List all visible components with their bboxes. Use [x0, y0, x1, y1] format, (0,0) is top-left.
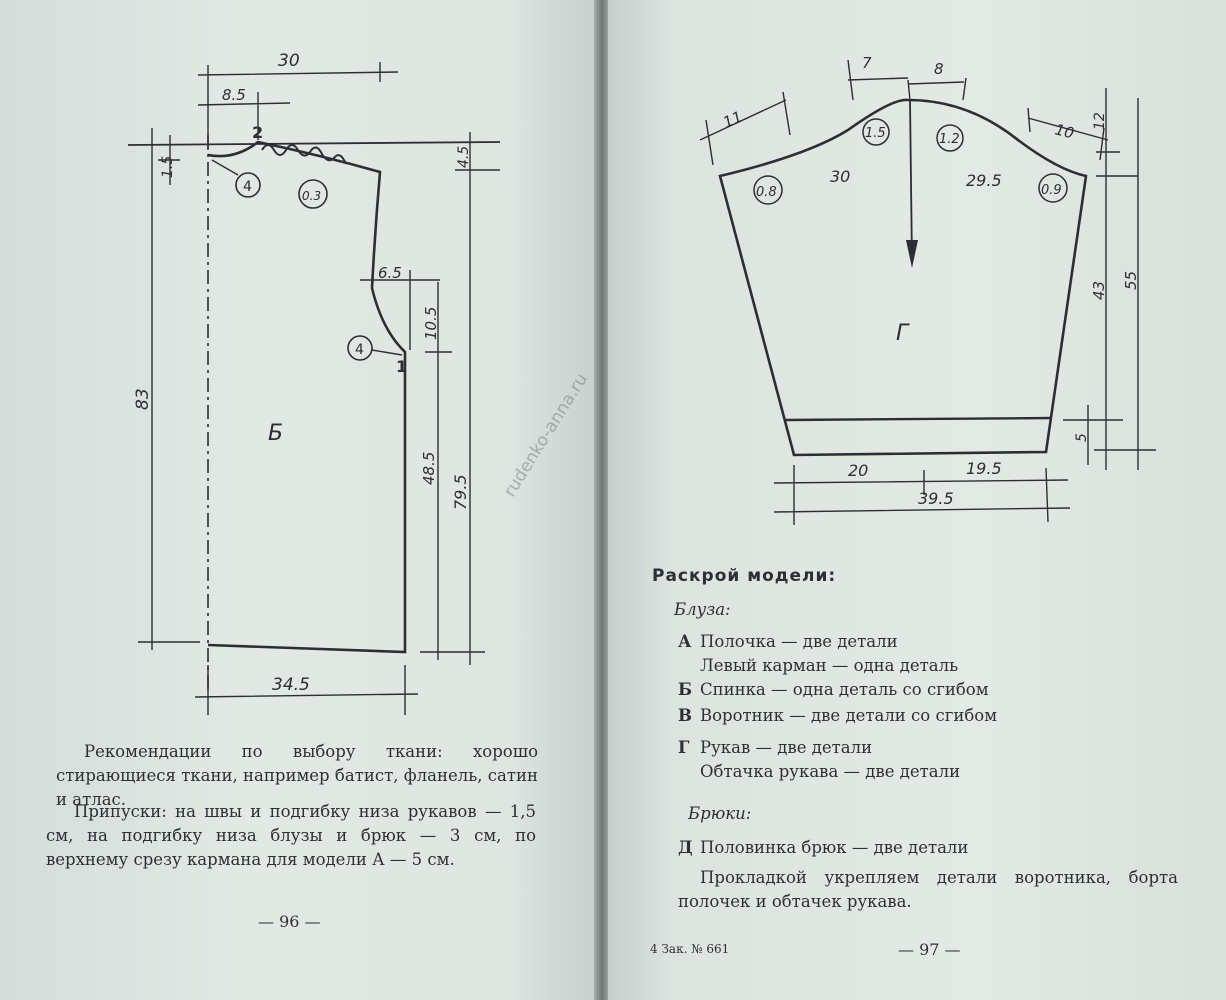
circle-0-9: 0.9 — [1041, 183, 1062, 198]
piece-label-sleeve: Г — [896, 321, 909, 346]
right-page — [608, 0, 1226, 1000]
item-text: Половинка брюк — две детали — [700, 838, 969, 857]
mark-point-2: 2 — [252, 123, 264, 142]
dim-top-right: 8 — [934, 60, 944, 78]
list-item — [700, 762, 960, 781]
dim-width-left: 30 — [830, 167, 851, 186]
dim-total-height: 55 — [1122, 270, 1140, 290]
dim-total-length: 83 — [133, 388, 153, 410]
wave-circle-label: 0.3 — [302, 189, 322, 203]
circle-0-8: 0.8 — [756, 185, 777, 200]
list-item — [678, 680, 989, 699]
dim-length-from-shoulder: 79.5 — [451, 474, 470, 510]
page-number-right: — 97 — — [898, 940, 961, 959]
cutting-heading: Раскрой модели: — [652, 566, 837, 586]
list-item — [678, 838, 968, 857]
neck-circle-label: 4 — [243, 179, 252, 195]
dim-width-right: 29.5 — [966, 171, 1002, 190]
dim-left-slope: 11 — [720, 107, 746, 132]
item-letter: Д — [678, 838, 693, 857]
list-item — [678, 632, 898, 651]
left-page — [0, 0, 596, 1000]
list-item — [678, 706, 997, 725]
dim-cap-height: 12 — [1092, 112, 1108, 130]
dim-side-height: 43 — [1090, 280, 1108, 300]
item-text: Полочка — две детали — [700, 632, 898, 651]
dim-neck-depth: 1.5 — [160, 155, 176, 178]
print-footnote: 4 Зак. № 661 — [650, 942, 730, 956]
dim-shoulder-drop: 4.5 — [456, 145, 472, 168]
dim-top-width: 30 — [278, 51, 300, 71]
dim-armhole-width: 6.5 — [378, 264, 402, 282]
dim-bottom-total: 39.5 — [918, 489, 954, 508]
circle-1-2: 1.2 — [939, 132, 960, 147]
armhole-circle-label: 4 — [355, 342, 364, 358]
piece-label: Б — [268, 421, 284, 446]
dim-right-slope: 10 — [1053, 120, 1076, 143]
sleeve-pattern-drawing — [608, 0, 1226, 540]
dim-armhole-depth: 10.5 — [422, 306, 440, 340]
dim-bottom-left: 20 — [848, 461, 869, 480]
mark-point-1: 1 — [396, 357, 408, 376]
item-text: Левый карман — одна деталь — [700, 656, 959, 675]
item-letter: Б — [678, 680, 693, 699]
item-letter: В — [678, 706, 692, 725]
back-pattern-drawing — [0, 0, 596, 730]
section-title-trousers: Брюки: — [688, 804, 752, 823]
item-text: Рукав — две детали — [700, 738, 873, 757]
section-title-blouse: Блуза: — [674, 600, 731, 619]
item-text: Обтачка рукава — две детали — [700, 762, 961, 781]
page-number-left: — 96 — — [258, 912, 321, 931]
watermark: rudenko-anna.ru — [500, 370, 592, 501]
item-text: Спинка — одна деталь со сгибом — [700, 680, 989, 699]
item-letter: Г — [678, 738, 690, 757]
item-text: Воротник — две детали со сгибом — [700, 706, 998, 725]
fabric-recommendation: Рекомендации по выбору ткани: хорошо стирающиеся ткани, например батист, фланель, сатин и атлас. — [56, 742, 538, 809]
dim-bottom-right: 19.5 — [966, 459, 1002, 478]
item-letter: А — [678, 632, 692, 651]
list-item — [678, 738, 872, 757]
list-item — [700, 656, 958, 675]
dim-top-left: 7 — [862, 54, 872, 72]
dim-side-length: 48.5 — [420, 451, 438, 485]
dim-cuff-height: 5 — [1074, 433, 1090, 442]
final-paragraph: Прокладкой укрепляем детали воротника, борта полочек и обтачек рукава. — [678, 868, 1178, 911]
allowances-paragraph: Припуски: на швы и подгибку низа рукавов — 1,5 см, на подгибку низа блузы и брюк — 3 см, по верхнему срезу кармана для модели А — 5 см. — [46, 802, 536, 869]
circle-1-5: 1.5 — [865, 126, 886, 141]
dim-neck-width: 8.5 — [222, 86, 246, 104]
dim-hem-width: 34.5 — [272, 675, 310, 695]
